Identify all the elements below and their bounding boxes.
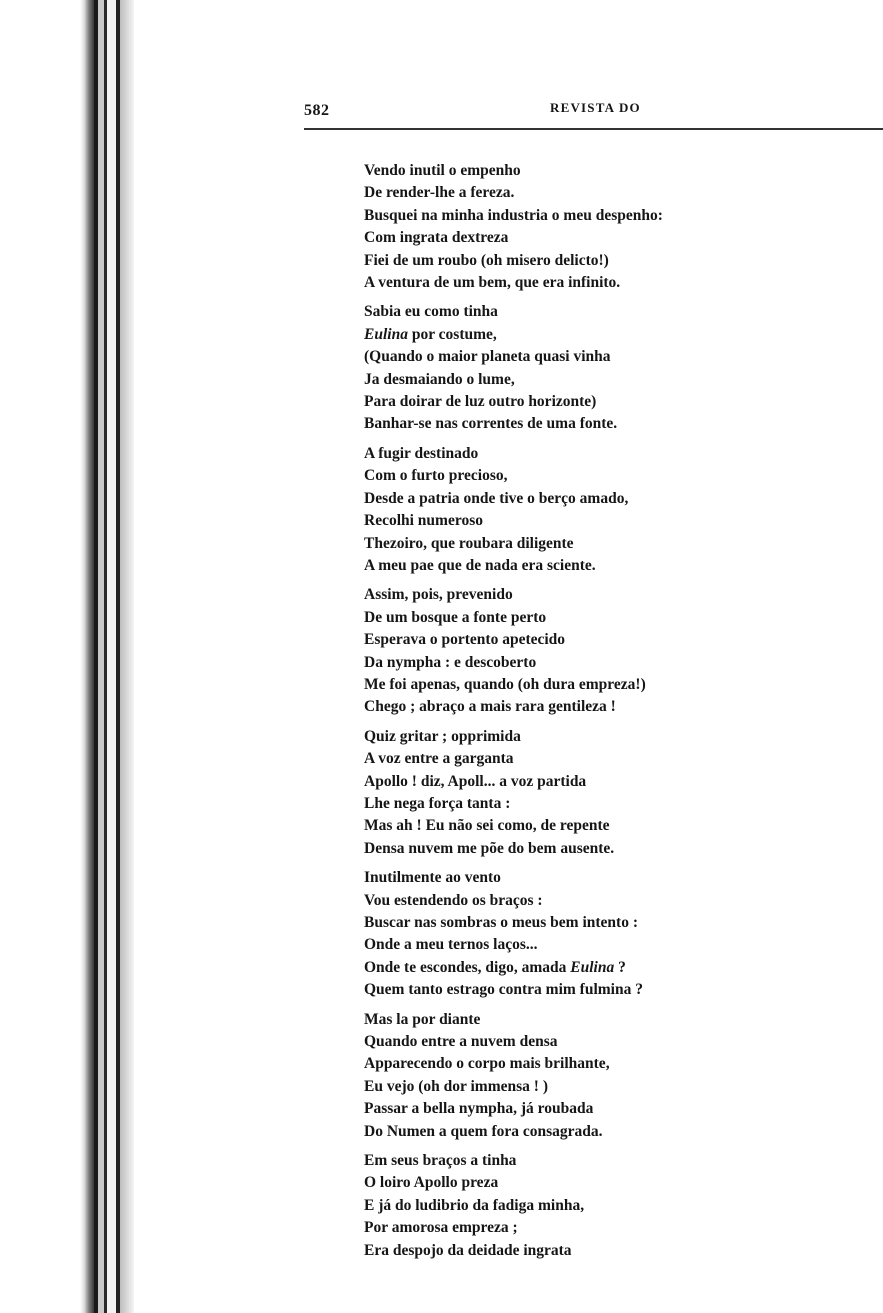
poem-line: E já do ludibrio da fadiga minha, <box>364 1196 585 1214</box>
poem-line: Sabia eu como tinha <box>364 303 498 321</box>
poem-line: Vou estendendo os braços : <box>364 891 543 909</box>
poem-line: Quiz gritar ; opprimida <box>364 727 521 745</box>
italic-name: Eulina <box>570 958 615 976</box>
poem-line: A ventura de um bem, que era infinito. <box>364 274 621 292</box>
poem-line: Eulina por costume, <box>364 325 497 343</box>
poem-line: Do Numen a quem fora consagrada. <box>364 1122 603 1140</box>
gutter-shadow <box>120 0 134 1313</box>
stanza <box>364 1009 874 1143</box>
poem-line: Inutilmente ao vento <box>364 869 501 887</box>
poem-line: Me foi apenas, quando (oh dura empreza!) <box>364 675 646 693</box>
stanza <box>364 301 874 435</box>
poem-line: Esperava o portento apetecido <box>364 631 566 649</box>
poem-line: Chego ; abraço a mais rara gentileza ! <box>364 698 616 716</box>
poem-line: Onde te escondes, digo, amada Eulina ? <box>364 958 626 976</box>
stanza <box>364 726 874 860</box>
poem-line: Vendo inutil o empenho <box>364 162 521 179</box>
poem-line: Mas la por diante <box>364 1010 481 1028</box>
poem-line: De um bosque a fonte perto <box>364 608 547 626</box>
poem-line: (Quando o maior planeta quasi vinha <box>364 348 611 366</box>
poem-line: Banhar-se nas correntes de uma fonte. <box>364 415 618 433</box>
gutter-line <box>107 0 116 1313</box>
poem-line: Era despojo da deidade ingrata <box>364 1241 572 1259</box>
poem-line: Em seus braços a tinha <box>364 1152 517 1170</box>
poem-line: Ja desmaiando o lume, <box>364 370 515 388</box>
stanza <box>364 443 874 577</box>
italic-name: Eulina <box>364 325 408 343</box>
poem-line: Por amorosa empreza ; <box>364 1219 518 1237</box>
poem-body <box>364 160 874 1269</box>
stanza <box>364 1150 874 1262</box>
gutter-shadow <box>80 0 94 1313</box>
poem-line: Fiei de um roubo (oh misero delicto!) <box>364 251 609 269</box>
poem-line: Apparecendo o corpo mais brilhante, <box>364 1055 610 1073</box>
stanza <box>364 867 874 1001</box>
stanza <box>364 160 874 294</box>
poem-line: Busquei na minha industria o meu despenho: <box>364 206 663 224</box>
poem-line: De render-lhe a fereza. <box>364 184 515 202</box>
poem-line: A meu pae que de nada era sciente. <box>364 556 596 574</box>
poem-line: Buscar nas sombras o meus bem intento : <box>364 914 638 931</box>
running-head: REVISTA DO <box>550 100 641 115</box>
page-header <box>304 96 883 122</box>
poem-line: Apollo ! diz, Apoll... a voz partida <box>364 772 587 790</box>
poem-line: Lhe nega força tanta : <box>364 794 511 812</box>
poem-line: Passar a bella nympha, já roubada <box>364 1100 594 1118</box>
poem-line: Da nympha : e descoberto <box>364 653 537 671</box>
stanza <box>364 584 874 718</box>
poem-line: O loiro Apollo preza <box>364 1174 499 1192</box>
poem-line: Assim, pois, prevenido <box>364 586 513 604</box>
poem-line: Densa nuvem me põe do bem ausente. <box>364 839 615 857</box>
poem-line: Com ingrata dextreza <box>364 229 509 247</box>
page-number: 582 <box>304 102 330 119</box>
poem-line: Recolhi numeroso <box>364 512 483 530</box>
poem-line: A voz entre a garganta <box>364 750 514 768</box>
poem-line: Thezoiro, que roubara diligente <box>364 534 574 552</box>
poem-line: Quem tanto estrago contra mim fulmina ? <box>364 981 643 999</box>
poem-line: A fugir destinado <box>364 444 479 462</box>
poem-line: Desde a patria onde tive o berço amado, <box>364 489 629 507</box>
poem-line: Mas ah ! Eu não sei como, de repente <box>364 817 610 835</box>
book-binding-gutter <box>0 0 140 1313</box>
poem-line: Quando entre a nuvem densa <box>364 1033 558 1051</box>
poem-line: Para doirar de luz outro horizonte) <box>364 393 597 411</box>
header-rule <box>304 128 883 133</box>
poem-line: Onde a meu ternos laços... <box>364 936 538 954</box>
poem-line: Com o furto precioso, <box>364 467 508 485</box>
poem-line: Eu vejo (oh dor immensa ! ) <box>364 1077 548 1095</box>
